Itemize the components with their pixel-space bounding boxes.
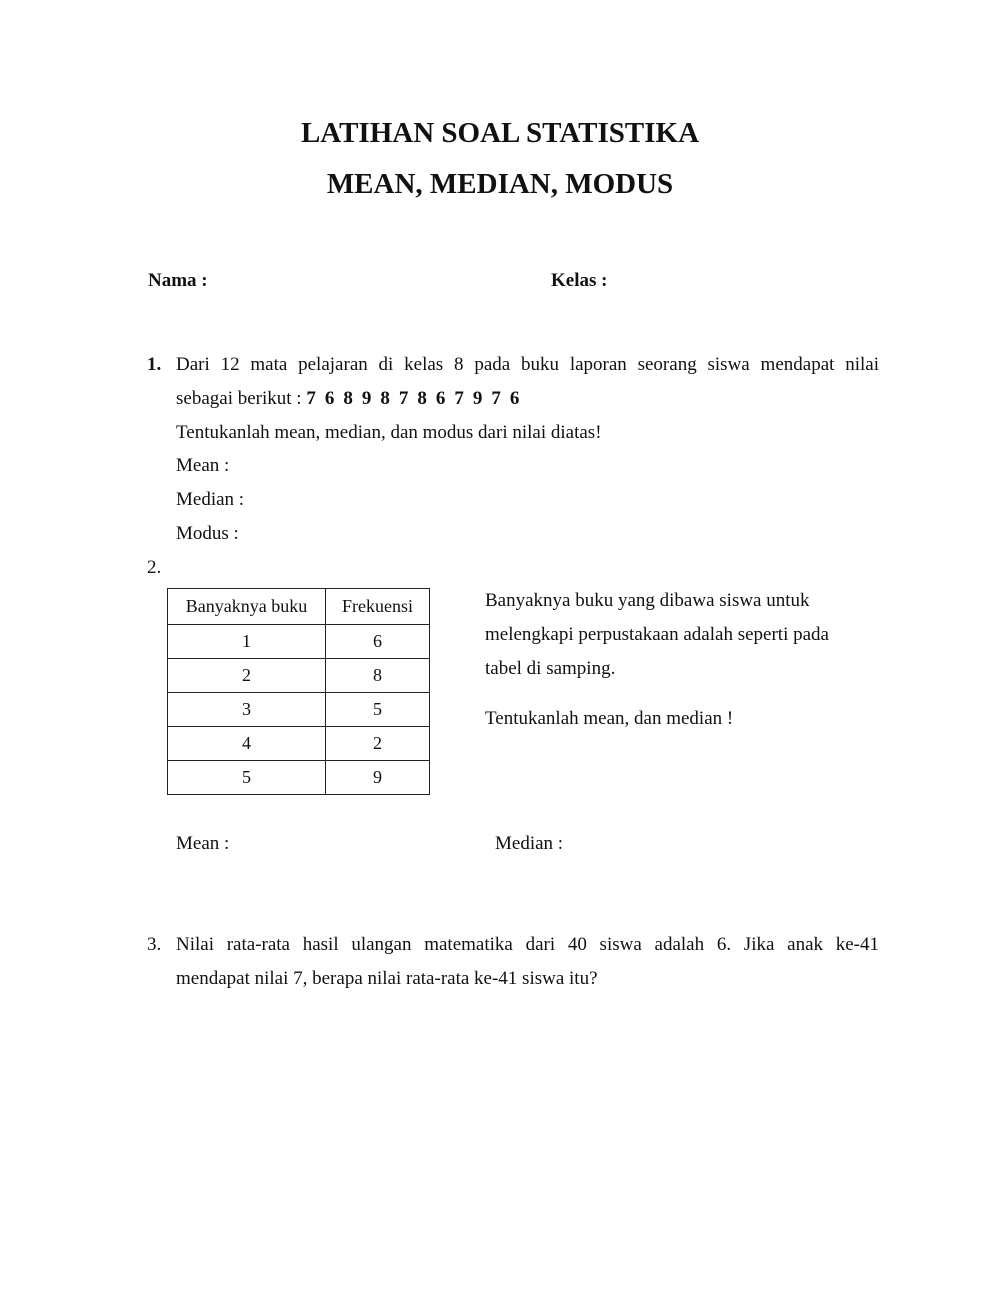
q1-value: 6	[509, 388, 520, 409]
table-cell: 5	[168, 761, 326, 795]
q1-instruction: Tentukanlah mean, median, dan modus dari nilai diatas!	[176, 422, 602, 443]
q2-description-line1: Banyaknya buku yang dibawa siswa untuk	[485, 590, 810, 611]
table-cell: 5	[326, 693, 430, 727]
table-cell: 2	[326, 727, 430, 761]
q1-value: 8	[380, 388, 390, 409]
q1-number: 1.	[147, 354, 162, 375]
name-label: Nama :	[148, 270, 208, 291]
q2-median-label: Median :	[495, 833, 564, 854]
q1-value: 7	[398, 388, 409, 409]
q1-mode-label: Modus :	[176, 523, 239, 544]
q2-description-line2: melengkapi perpustakaan adalah seperti pada	[485, 624, 829, 645]
q1-value: 6	[324, 388, 335, 409]
frequency-table	[167, 588, 430, 795]
q1-value: 7	[491, 388, 501, 409]
page-subtitle: MEAN, MEDIAN, MODUS	[326, 168, 674, 200]
q2-number: 2.	[147, 557, 162, 578]
q2-mean-label: Mean :	[176, 833, 230, 854]
table-cell: 2	[168, 659, 326, 693]
q1-value: 8	[417, 388, 427, 409]
table-cell: 1	[168, 625, 326, 659]
q3-number: 3.	[147, 934, 162, 955]
class-label: Kelas :	[551, 270, 608, 291]
q1-values	[306, 388, 528, 409]
q1-text-line2	[176, 388, 528, 410]
q1-value: 9	[361, 388, 372, 409]
page-title: LATIHAN SOAL STATISTIKA	[300, 117, 700, 149]
q3-text-line1: Nilai rata-rata hasil ulangan matematika dari 40 siswa adalah 6. Jika anak ke-41	[176, 934, 879, 955]
table-header-books: Banyaknya buku	[168, 589, 326, 625]
q1-value: 6	[435, 388, 446, 409]
table-row	[168, 659, 430, 693]
q2-description-line3: tabel di samping.	[485, 658, 616, 679]
table-row	[168, 693, 430, 727]
table-row	[168, 727, 430, 761]
table-row	[168, 761, 430, 795]
q1-value: 7	[306, 388, 316, 409]
q1-value: 8	[343, 388, 353, 409]
table-header-frequency: Frekuensi	[326, 589, 430, 625]
q1-value: 7	[454, 388, 464, 409]
q1-text-line1: Dari 12 mata pelajaran di kelas 8 pada buku laporan seorang siswa mendapat nilai	[176, 354, 879, 375]
table-cell: 8	[326, 659, 430, 693]
table-cell: 4	[168, 727, 326, 761]
table-row	[168, 625, 430, 659]
table-header-row	[168, 589, 430, 625]
q2-instruction: Tentukanlah mean, dan median !	[485, 708, 734, 729]
table-cell: 3	[168, 693, 326, 727]
q1-value: 9	[472, 388, 483, 409]
q1-median-label: Median :	[176, 489, 245, 510]
q3-text-line2: mendapat nilai 7, berapa nilai rata-rata ke-41 siswa itu?	[176, 968, 598, 989]
q1-mean-label: Mean :	[176, 455, 230, 476]
q1-values-prefix: sebagai berikut :	[176, 388, 302, 409]
table-cell: 6	[326, 625, 430, 659]
table-cell: 9	[326, 761, 430, 795]
